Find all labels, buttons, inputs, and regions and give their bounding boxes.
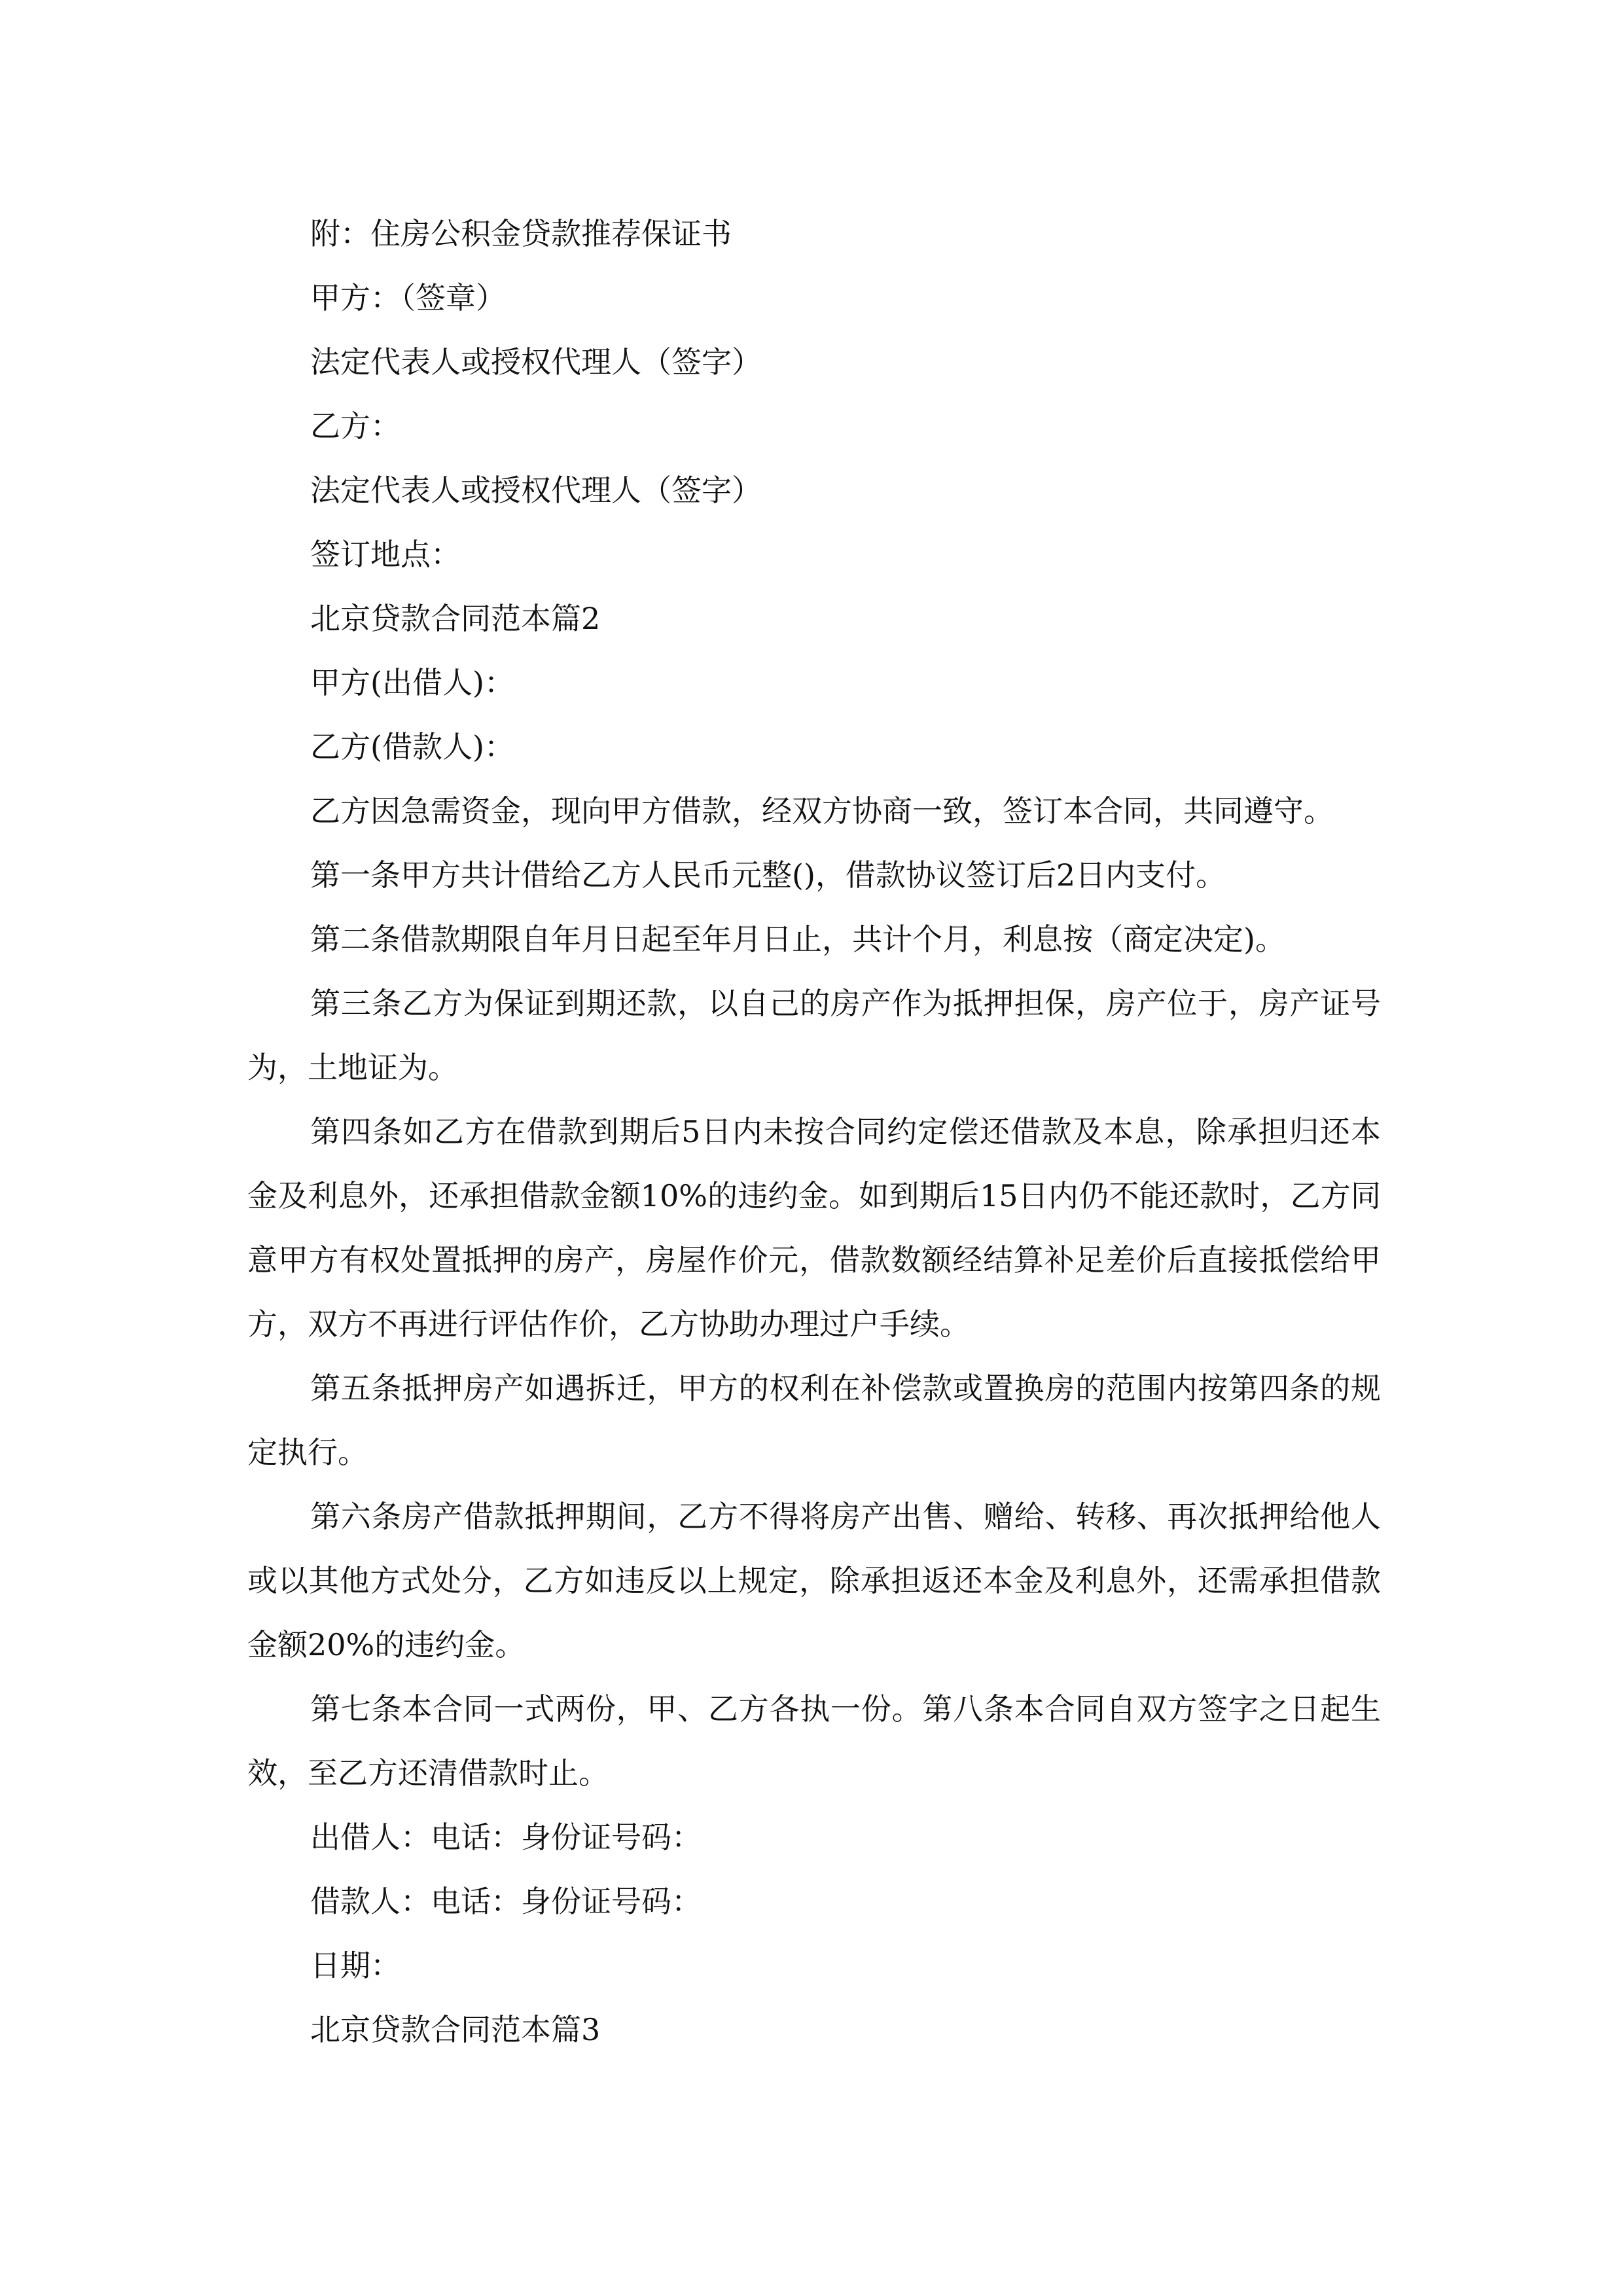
party-a-representative-line: 法定代表人或授权代理人（签字） [310,344,762,380]
preamble-line: 乙方因急需资金，现向甲方借款，经双方协商一致，签订本合同，共同遵守。 [310,793,1334,829]
article-2-line: 第二条借款期限自年月日起至年月日止，共计个月，利息按（商定决定)。 [310,922,1285,957]
article-7-8-paragraph: 第七条本合同一式两份，甲、乙方各执一份。第八条本合同自双方签字之日起生效，至乙方还清借款时止。 [247,1691,1381,1791]
section-title-3: 北京贷款合同范本篇3 [310,2012,601,2047]
attachment-title-line: 附：住房公积金贷款推荐保证书 [310,216,732,251]
document-body [247,202,1381,2062]
lender-line: 甲方(出借人)： [310,665,514,700]
party-b-representative-line: 法定代表人或授权代理人（签字） [310,473,762,508]
lender-signature-line: 出借人：电话：身份证号码： [310,1820,702,1855]
party-a-seal-line: 甲方：（签章） [310,280,506,315]
date-line: 日期： [310,1948,401,1983]
article-6-paragraph: 第六条房产借款抵押期间，乙方不得将房产出售、赠给、转移、再次抵押给他人或以其他方式处分，乙方如违反以上规定，除承担返还本金及利息外，还需承担借款金额20%的违约金。 [247,1499,1381,1662]
article-4-paragraph: 第四条如乙方在借款到期后5日内未按合同约定偿还借款及本息，除承担归还本金及利息外，还承担借款金额10%的违约金。如到期后15日内仍不能还款时，乙方同意甲方有权处置抵押的房产，房屋作价元，借款数额经结算补足差价后直接抵偿给甲方，双方不再进行评估作价，乙方协助办理过户手续。 [247,1114,1381,1342]
borrower-signature-line: 借款人：电话：身份证号码： [310,1884,702,1919]
article-1-line: 第一条甲方共计借给乙方人民币元整()，借款协议签订后2日内支付。 [310,857,1226,893]
section-title-2: 北京贷款合同范本篇2 [310,601,601,636]
signing-place-line: 签订地点： [310,537,461,572]
borrower-line: 乙方(借款人)： [310,729,514,764]
party-b-line: 乙方： [310,408,401,444]
article-3-paragraph: 第三条乙方为保证到期还款，以自己的房产作为抵押担保，房产位于，房产证号为，土地证为。 [247,986,1381,1085]
article-5-paragraph: 第五条抵押房产如遇拆迁，甲方的权利在补偿款或置换房的范围内按第四条的规定执行。 [247,1371,1381,1470]
